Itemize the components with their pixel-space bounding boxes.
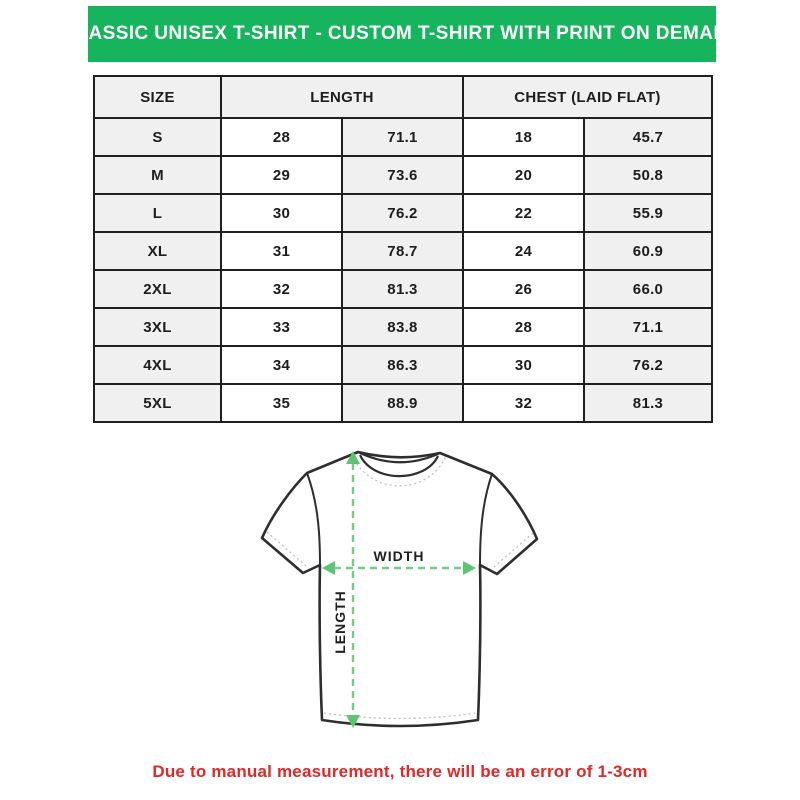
chest-cm-cell: 71.1 xyxy=(584,308,712,346)
length-label: LENGTH xyxy=(332,590,348,654)
size-row xyxy=(94,194,712,232)
size-row xyxy=(94,232,712,270)
chest-inches-cell: 20 xyxy=(463,156,584,194)
size-row xyxy=(94,384,712,422)
length-cm-cell: 81.3 xyxy=(342,270,463,308)
chest-cm-cell: 66.0 xyxy=(584,270,712,308)
title-banner xyxy=(62,6,742,62)
column-header-length: LENGTH xyxy=(221,76,463,118)
column-header-chest: CHEST (LAID FLAT) xyxy=(463,76,712,118)
length-inches-cell: 30 xyxy=(221,194,342,232)
size-cell: 3XL xyxy=(94,308,221,346)
length-inches-cell: 29 xyxy=(221,156,342,194)
measurement-disclaimer: Due to manual measurement, there will be an error of 1-3cm xyxy=(152,762,648,781)
length-cm-cell: 86.3 xyxy=(342,346,463,384)
chest-cm-cell: 55.9 xyxy=(584,194,712,232)
length-inches-cell: 33 xyxy=(221,308,342,346)
length-cm-cell: 76.2 xyxy=(342,194,463,232)
tshirt-diagram xyxy=(240,425,560,755)
size-cell: L xyxy=(94,194,221,232)
size-row xyxy=(94,346,712,384)
table-header-row xyxy=(94,76,712,118)
chest-cm-cell: 50.8 xyxy=(584,156,712,194)
length-inches-cell: 34 xyxy=(221,346,342,384)
length-cm-cell: 73.6 xyxy=(342,156,463,194)
size-row xyxy=(94,308,712,346)
length-inches-cell: 35 xyxy=(221,384,342,422)
length-cm-cell: 78.7 xyxy=(342,232,463,270)
column-header-size: SIZE xyxy=(94,76,221,118)
chest-inches-cell: 18 xyxy=(463,118,584,156)
chest-cm-cell: 45.7 xyxy=(584,118,712,156)
size-cell: 5XL xyxy=(94,384,221,422)
chest-inches-cell: 24 xyxy=(463,232,584,270)
length-inches-cell: 28 xyxy=(221,118,342,156)
chest-cm-cell: 81.3 xyxy=(584,384,712,422)
width-label: WIDTH xyxy=(373,548,425,564)
chest-inches-cell: 28 xyxy=(463,308,584,346)
length-inches-cell: 31 xyxy=(221,232,342,270)
size-cell: M xyxy=(94,156,221,194)
size-row xyxy=(94,156,712,194)
chest-inches-cell: 32 xyxy=(463,384,584,422)
size-row xyxy=(94,270,712,308)
size-row xyxy=(94,118,712,156)
size-cell: XL xyxy=(94,232,221,270)
chest-inches-cell: 22 xyxy=(463,194,584,232)
size-table xyxy=(93,75,713,423)
size-cell: S xyxy=(94,118,221,156)
size-cell: 4XL xyxy=(94,346,221,384)
length-cm-cell: 83.8 xyxy=(342,308,463,346)
chest-cm-cell: 60.9 xyxy=(584,232,712,270)
chest-inches-cell: 26 xyxy=(463,270,584,308)
chest-inches-cell: 30 xyxy=(463,346,584,384)
size-cell: 2XL xyxy=(94,270,221,308)
page-title: CLASSIC UNISEX T-SHIRT - CUSTOM T-SHIRT WITH PRINT ON DEMAND xyxy=(62,23,742,44)
length-cm-cell: 71.1 xyxy=(342,118,463,156)
tshirt-outline xyxy=(262,452,537,726)
length-inches-cell: 32 xyxy=(221,270,342,308)
length-cm-cell: 88.9 xyxy=(342,384,463,422)
chest-cm-cell: 76.2 xyxy=(584,346,712,384)
